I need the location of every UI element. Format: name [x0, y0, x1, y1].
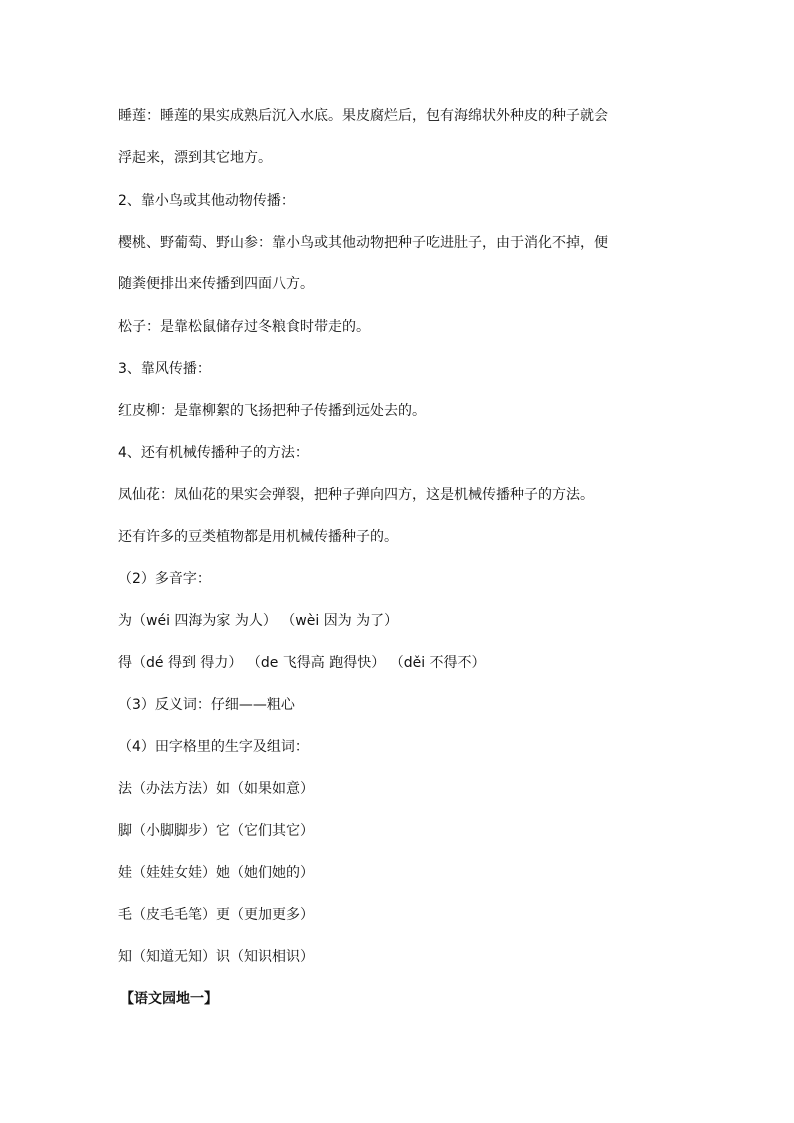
polyphone-wei: 为（wéi 四海为家 为人） （wèi 因为 为了）: [118, 613, 399, 629]
paragraph-cherry: 樱桃、野葡萄、野山参：靠小鸟或其他动物把种子吃进肚子，由于消化不掉，便: [118, 234, 608, 251]
word-group-fa-ru: 法（办法方法）如（如果如意）: [118, 781, 314, 797]
paragraph-pine-nut: 松子：是靠松鼠储存过冬粮食时带走的。: [118, 319, 370, 335]
section-heading-animal-spread: 2、靠小鸟或其他动物传播：: [118, 192, 295, 209]
polyphone-de: 得（dé 得到 得力） （de 飞得高 跑得快） （děi 不得不）: [118, 655, 486, 671]
paragraph-cherry-cont: 随粪便排出来传播到四面八方。: [118, 276, 314, 292]
paragraph-red-willow: 红皮柳：是靠柳絮的飞扬把种子传播到远处去的。: [118, 403, 426, 419]
word-group-jiao-ta: 脚（小脚脚步）它（它们其它）: [118, 823, 314, 839]
word-group-zhi-shi: 知（知道无知）识（知识相识）: [118, 949, 314, 965]
word-group-wa-ta: 娃（娃娃女娃）她（她们她的）: [118, 865, 314, 881]
word-group-mao-geng: 毛（皮毛毛笔）更（更加更多）: [118, 907, 314, 923]
section-heading-antonyms: （3）反义词：仔细——粗心: [118, 697, 295, 713]
section-heading-wind-spread: 3、靠风传播：: [118, 361, 211, 377]
section-heading-mechanical-spread: 4、还有机械传播种子的方法：: [118, 445, 309, 461]
paragraph-water-lily-cont: 浮起来，漂到其它地方。: [118, 149, 272, 166]
paragraph-touch-me-not: 凤仙花：凤仙花的果实会弹裂，把种子弹向四方，这是机械传播种子的方法。: [118, 487, 594, 503]
section-heading-new-characters: （4）田字格里的生字及组词：: [118, 739, 309, 755]
section-title-chinese-garden: 【语文园地一】: [120, 991, 218, 1007]
paragraph-legumes: 还有许多的豆类植物都是用机械传播种子的。: [118, 529, 398, 545]
section-heading-polyphones: （2）多音字：: [118, 571, 211, 587]
document-body: [118, 106, 678, 1009]
paragraph-water-lily: 睡莲：睡莲的果实成熟后沉入水底。果皮腐烂后，包有海绵状外种皮的种子就会: [118, 108, 608, 124]
